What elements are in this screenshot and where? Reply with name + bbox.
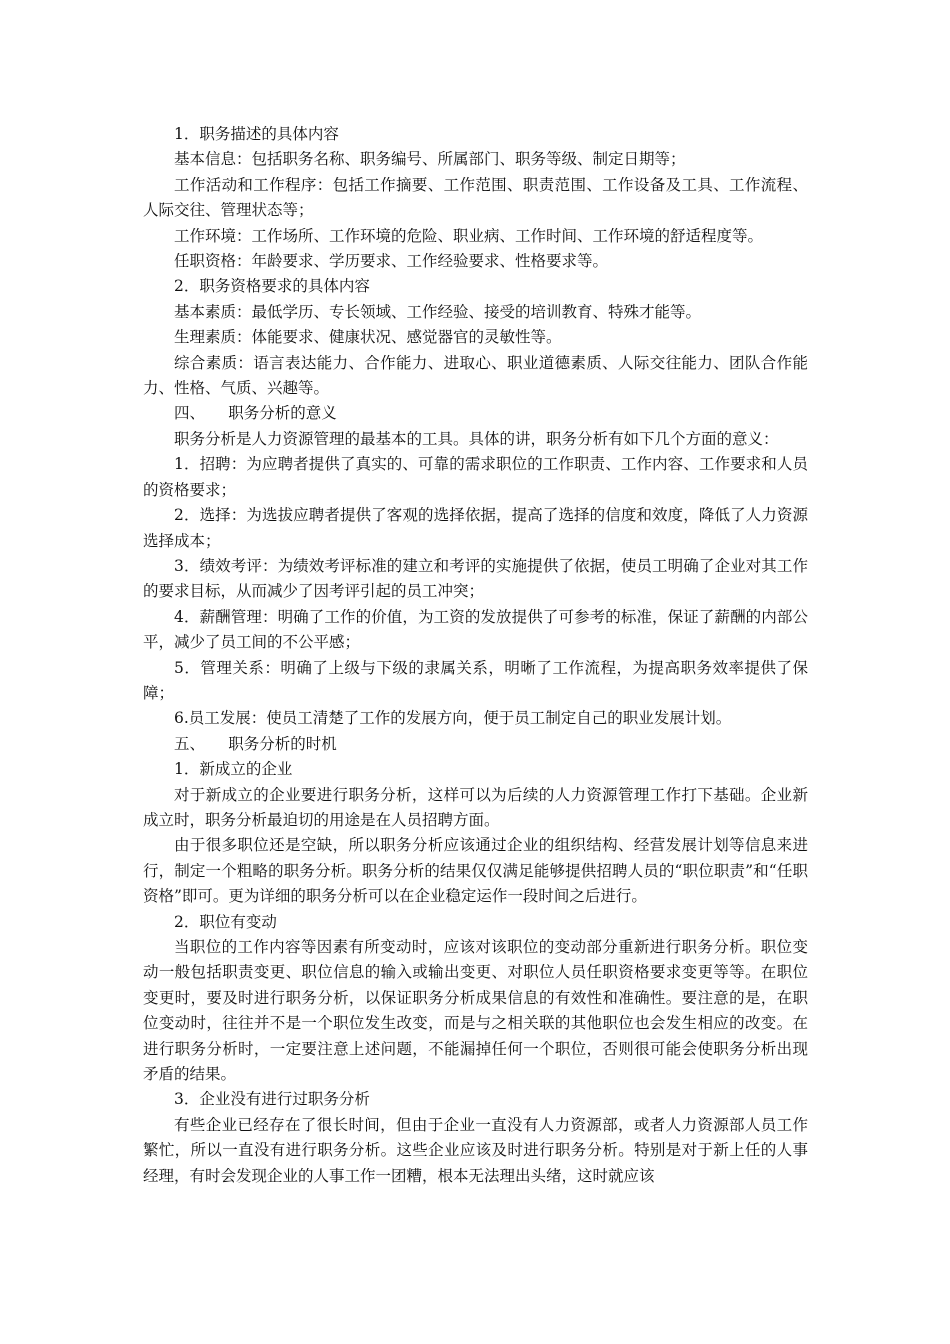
paragraph: 基本素质：最低学历、专长领域、工作经验、接受的培训教育、特殊才能等。 bbox=[174, 302, 702, 321]
section-heading: 2．职务资格要求的具体内容 bbox=[174, 277, 370, 296]
paragraph: 有些企业已经存在了很长时间，但由于企业一直没有人力资源部，或者人力资源部人员工作繁忙，所以一直没有进行职务分析。这些企业应该及时进行职务分析。特别是对于新上任的人事经理，有时会发现企业的人事工作一团糟，根本无法理出头绪，这时就应该 bbox=[143, 1115, 808, 1185]
list-item: 4．薪酬管理：明确了工作的价值，为工资的发放提供了可参考的标准，保证了薪酬的内部公平，减少了员工间的不公平感； bbox=[143, 607, 808, 652]
section-heading: 3．企业没有进行过职务分析 bbox=[174, 1090, 370, 1109]
paragraph: 工作环境：工作场所、工作环境的危险、职业病、工作时间、工作环境的舒适程度等。 bbox=[174, 226, 764, 245]
paragraph: 对于新成立的企业要进行职务分析，这样可以为后续的人力资源管理工作打下基础。企业新成立时，职务分析最迫切的用途是在人员招聘方面。 bbox=[143, 785, 808, 829]
list-item: 3．绩效考评：为绩效考评标准的建立和考评的实施提供了依据，使员工明确了企业对其工作的要求目标，从而减少了因考评引起的员工冲突； bbox=[143, 556, 808, 601]
paragraph: 生理素质：体能要求、健康状况、感觉器官的灵敏性等。 bbox=[174, 328, 562, 347]
list-item: 5．管理关系：明确了上级与下级的隶属关系，明晰了工作流程，为提高职务效率提供了保障； bbox=[143, 658, 808, 702]
section-heading: 1．新成立的企业 bbox=[174, 760, 293, 779]
paragraph: 职务分析是人力资源管理的最基本的工具。具体的讲，职务分析有如下几个方面的意义： bbox=[174, 429, 779, 448]
list-item: 1．招聘：为应聘者提供了真实的、可靠的需求职位的工作职责、工作内容、工作要求和人员的资格要求； bbox=[143, 455, 808, 499]
list-item: 6.员工发展：使员工清楚了工作的发展方向，便于员工制定自己的职业发展计划。 bbox=[174, 709, 732, 728]
paragraph: 任职资格：年龄要求、学历要求、工作经验要求、性格要求等。 bbox=[174, 252, 609, 271]
paragraph: 工作活动和工作程序：包括工作摘要、工作范围、职责范围、工作设备及工具、工作流程、人际交往、管理状态等； bbox=[143, 175, 808, 220]
section-heading: 1．职务描述的具体内容 bbox=[174, 125, 339, 143]
document-body bbox=[143, 122, 808, 1189]
paragraph: 综合素质：语言表达能力、合作能力、进取心、职业道德素质、人际交往能力、团队合作能力、性格、气质、兴趣等。 bbox=[143, 353, 808, 398]
paragraph: 当职位的工作内容等因素有所变动时，应该对该职位的变动部分重新进行职务分析。职位变动一般包括职责变更、职位信息的输入或输出变更、对职位人员任职资格要求变更等等。在职位变更时，要及时进行职务分析，以保证职务分析成果信息的有效性和准确性。要注意的是，在职位变动时，往往并不是一个职位发生改变，而是与之相关联的其他职位也会发生相应的改变。在进行职务分析时，一定要注意上述问题，不能漏掉任何一个职位，否则很可能会使职务分析出现矛盾的结果。 bbox=[143, 938, 808, 1084]
chapter-heading: 五、 职务分析的时机 bbox=[174, 734, 337, 753]
section-heading: 2．职位有变动 bbox=[174, 912, 277, 931]
paragraph: 基本信息：包括职务名称、职务编号、所属部门、职务等级、制定日期等； bbox=[174, 150, 686, 169]
paragraph: 由于很多职位还是空缺，所以职务分析应该通过企业的组织结构、经营发展计划等信息来进行，制定一个粗略的职务分析。职务分析的结果仅仅满足能够提供招聘人员的“职位职责”和“任职资格”即可。更为详细的职务分析可以在企业稳定运作一段时间之后进行。 bbox=[143, 836, 808, 906]
list-item: 2．选择：为选拔应聘者提供了客观的选择依据，提高了选择的信度和效度，降低了人力资源选择成本； bbox=[143, 506, 808, 550]
chapter-heading: 四、 职务分析的意义 bbox=[174, 404, 337, 423]
